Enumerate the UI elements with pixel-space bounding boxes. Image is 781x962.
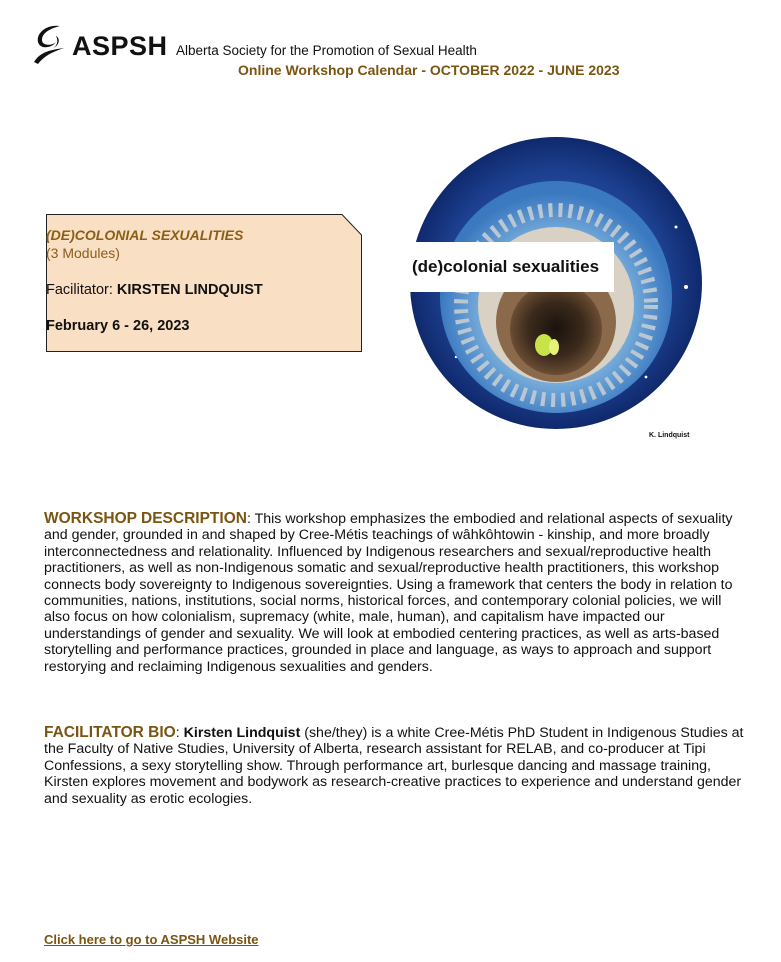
description-text: : This workshop emphasizes the embodied and relational aspects of sexuality and gender, grounded in and shaped by Cree-Métis teachings of wâhkôhtowin - kinship, and more broadly interconnectedness and relationality. Influenced by Indigenous researchers and sexual/reproductive health practitioners, as well as non-Indigenous somatic and sexual/reproductive health practitioners, this workshop connects body sovereignty to Indigenous sovereignties. Using a framework that centers the body in relation to communities, nations, institutions, social norms, historical forces, and contemporary colonial policies, we will also focus on how colonialism, supremacy (white, male, human), and capitalism have impacted our understandings of gender and sexuality. We will look at embodied centering practices, as well as arts-based storytelling and performance practices, grounded in place and language, as ways to approach and support restorying and reclaiming Indigenous sexualities and genders. [44, 511, 733, 675]
workshop-info-card [46, 214, 361, 351]
bio-name: Kirsten Lindquist [183, 725, 301, 741]
calendar-title: Online Workshop Calendar - OCTOBER 2022 - JUNE 2023 [238, 62, 620, 78]
facilitator-label: Facilitator: [46, 282, 113, 298]
logo-wordmark: ASPSH [72, 30, 168, 61]
workshop-modules: (3 Modules) [46, 245, 120, 261]
workshop-description [44, 511, 744, 675]
facilitator-bio [44, 725, 744, 807]
facilitator-line [46, 282, 361, 298]
swirl-logo-icon [30, 22, 70, 66]
workshop-dates: February 6 - 26, 2023 [46, 318, 190, 334]
description-heading: WORKSHOP DESCRIPTION [44, 510, 247, 527]
artwork-label: (de)colonial sexualities [397, 242, 614, 292]
bio-heading: FACILITATOR BIO [44, 724, 176, 741]
bio-colon: : [175, 725, 184, 741]
aspsh-logo [30, 22, 168, 66]
artwork-credit: K. Lindquist [649, 432, 690, 439]
organization-name: Alberta Society for the Promotion of Sexual Health [176, 43, 477, 58]
facilitator-name: KIRSTEN LINDQUIST [116, 282, 263, 298]
bio-text: (she/they) is a white Cree-Métis PhD Student in Indigenous Studies at the Faculty of Native Studies, University of Alberta, research assistant for RELAB, and co-producer at Tipi Confessions, a sexy storytelling show. Through performance art, burlesque dancing and massage training, Kirsten explores movement and bodywork as research-creative practices to experience and understand gender and sexuality as erotic ecologies. [44, 725, 744, 807]
aspsh-website-link[interactable]: Click here to go to ASPSH Website [44, 932, 259, 947]
workshop-title: (DE)COLONIAL SEXUALITIES [46, 227, 244, 243]
